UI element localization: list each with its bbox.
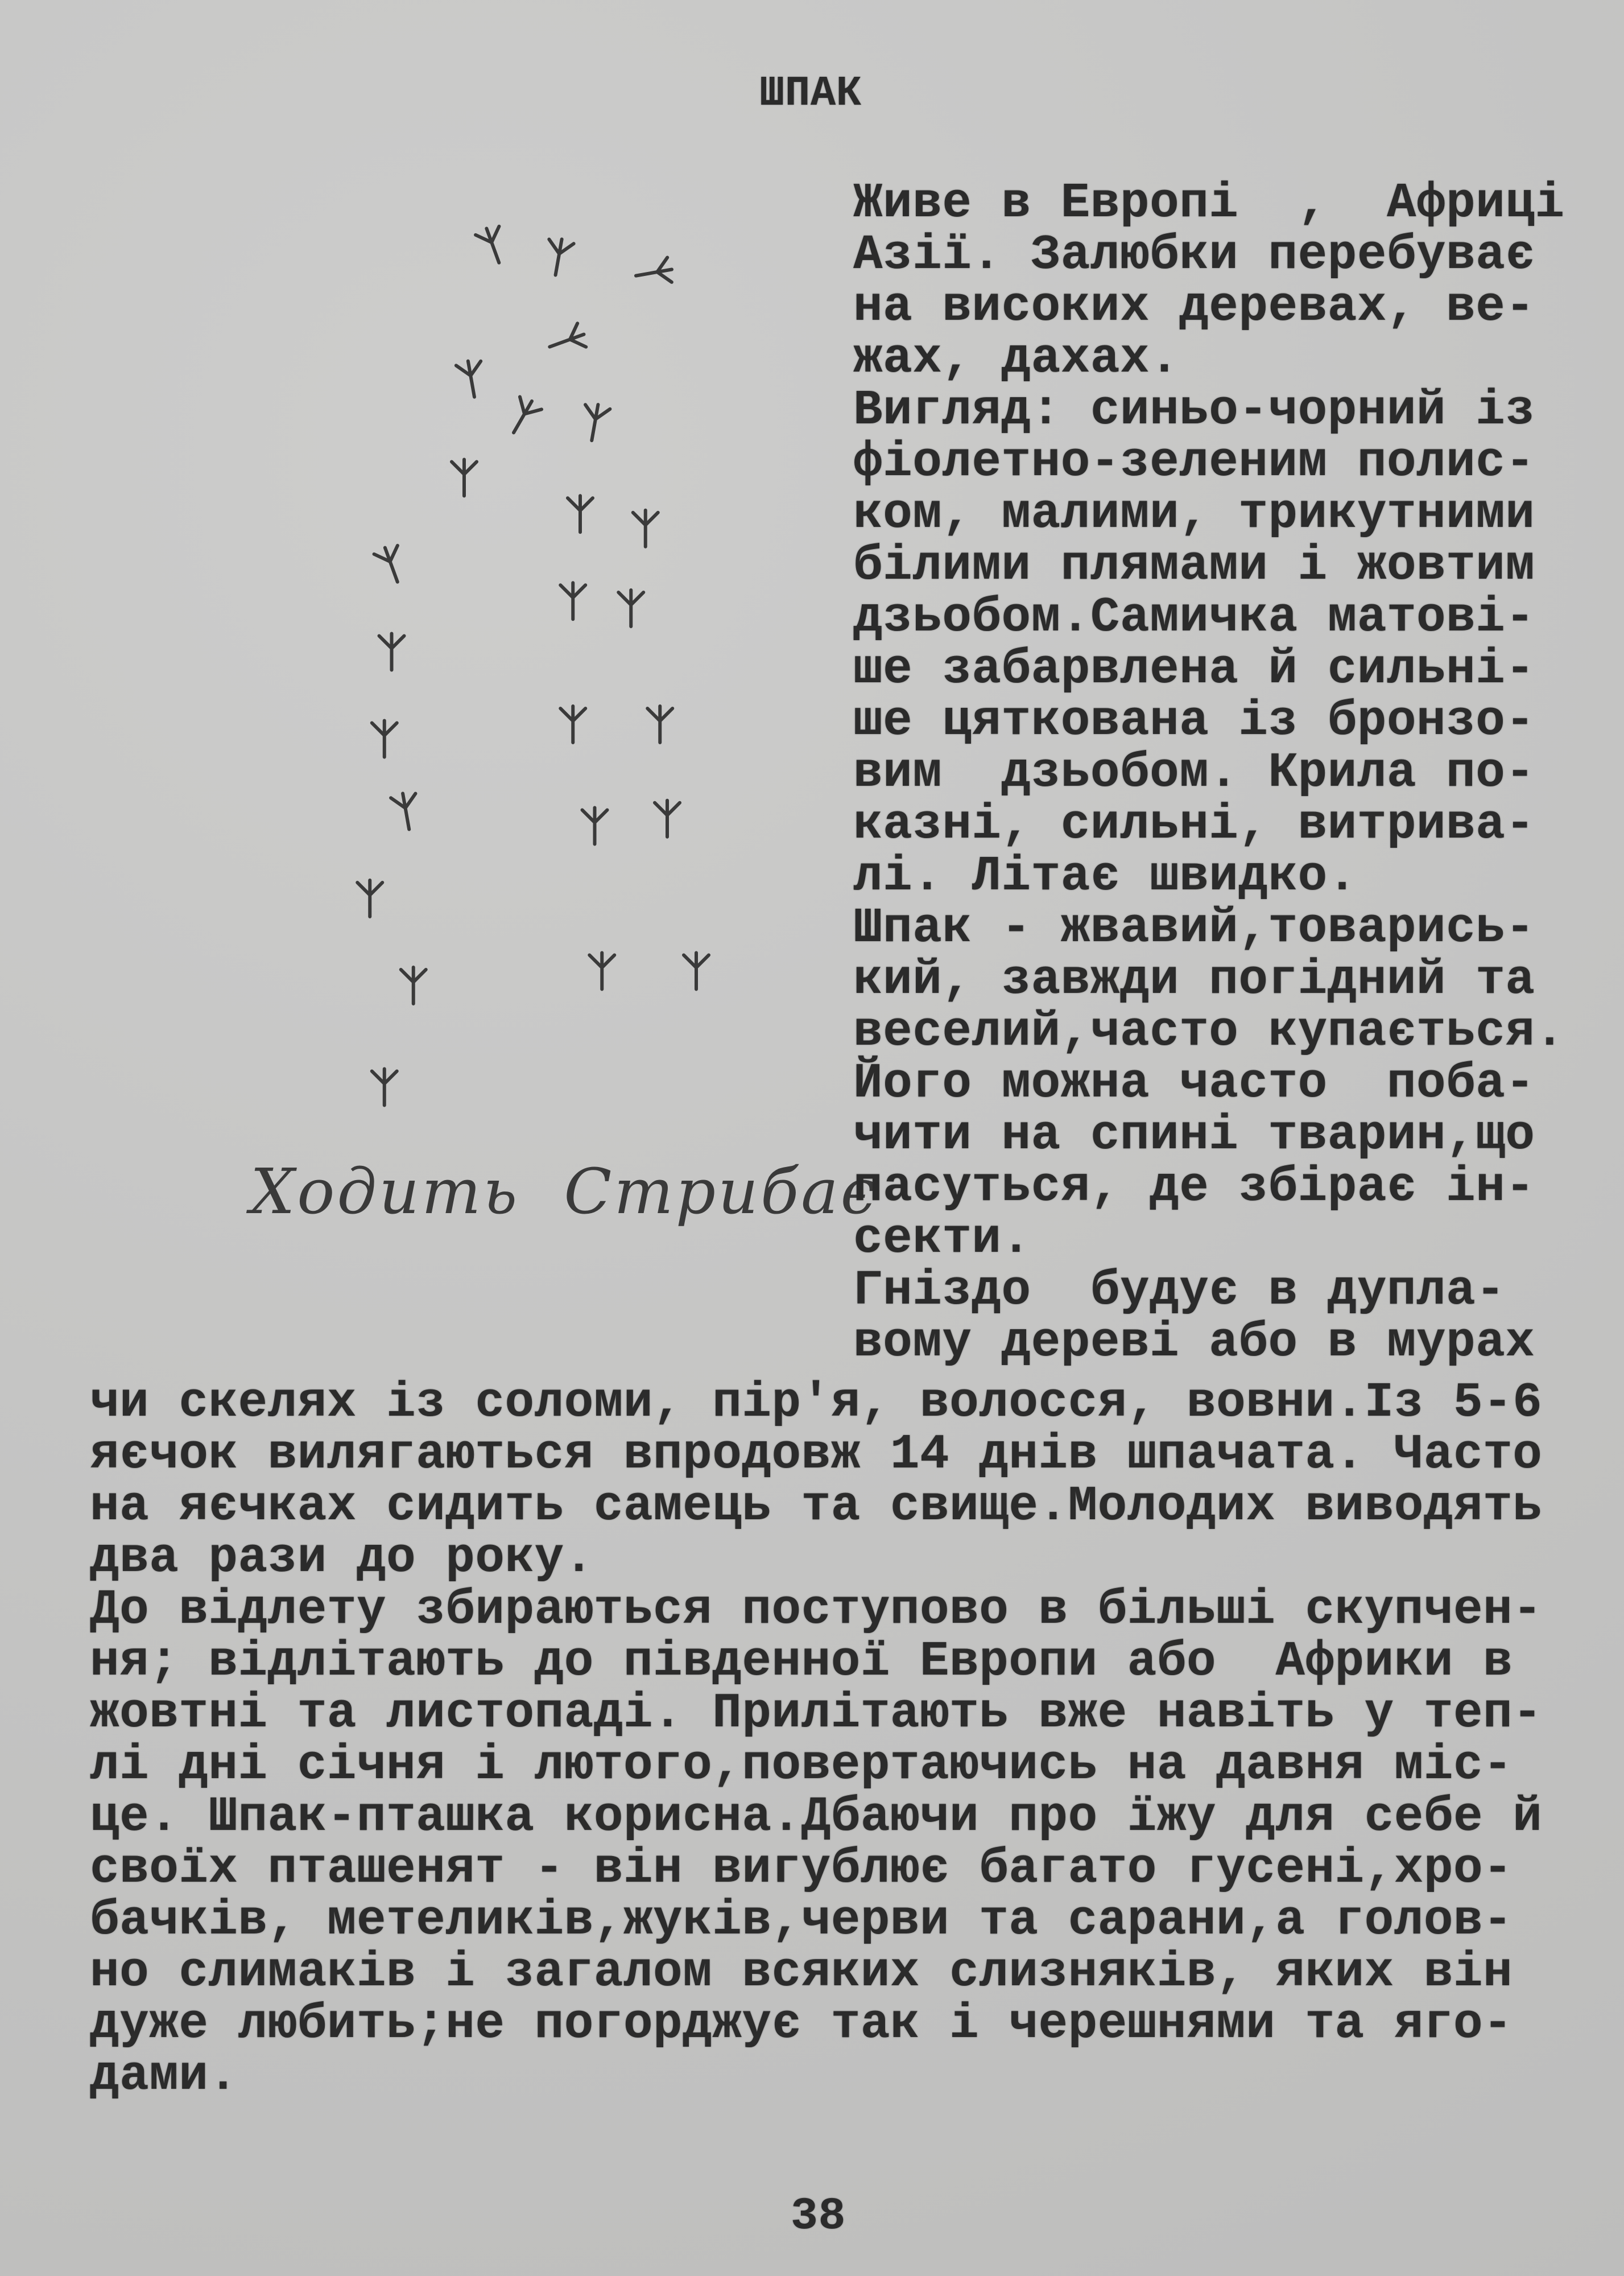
- text-line: це. Шпак-пташка корисна.Дбаючи про їжу для себе й: [90, 1789, 1543, 1845]
- text-line: секти.: [853, 1211, 1031, 1267]
- walking-footprint: [452, 460, 477, 496]
- text-line: лі дні січня і лютого,повертаючись на давня міс-: [90, 1737, 1513, 1793]
- walking-footprint: [379, 634, 404, 670]
- page-number: 38: [791, 2191, 846, 2242]
- hopping-footprint: [568, 496, 593, 532]
- text-line: кий, завжди погідний та: [853, 952, 1535, 1008]
- text-line: Азії. Залюбки перебуває: [853, 227, 1535, 283]
- hopping-footprint: [560, 706, 585, 743]
- text-line: фіолетно-зеленим полис-: [853, 434, 1535, 490]
- text-line: лі. Літає швидко.: [853, 848, 1357, 904]
- hopping-footprint: [560, 583, 585, 619]
- text-line: яєчок вилягаються впродовж 14 днів шпачата. Часто: [90, 1426, 1543, 1482]
- walking-footprint: [475, 224, 511, 267]
- text-line: жах, дахах.: [853, 331, 1180, 386]
- text-line: своїх пташенят - він вигублює багато гусені,хро-: [90, 1841, 1513, 1896]
- text-line: бачків, метеликів,жуків,черви та сарани,а голов-: [90, 1892, 1513, 1948]
- hopping-footprint: [684, 953, 709, 989]
- text-line: ком, малими, трикутними: [853, 486, 1535, 542]
- text-line: дуже любить;не погорджує так і черешнями та яго-: [90, 1996, 1513, 2052]
- text-line: жовтні та листопаді. Прилітають вже навіть у теп-: [90, 1685, 1543, 1741]
- text-line: казні, сильні, витрива-: [853, 797, 1535, 852]
- text-line: дзьобом.Самичка матові-: [853, 589, 1535, 645]
- walking-footprint: [390, 791, 421, 832]
- hopping-footprint: [618, 590, 643, 626]
- full-width-text: [90, 1377, 1542, 2102]
- text-line: білими плямами і жовтим: [853, 538, 1535, 593]
- text-line: Його можна часто поба-: [853, 1055, 1535, 1111]
- text-line: но слимаків і загалом всяких слизняків, яких він: [90, 1944, 1513, 2000]
- hopping-footprint: [589, 953, 614, 989]
- text-line: До відлету збираються поступово в більші скупчен-: [90, 1582, 1543, 1638]
- walking-footprint: [543, 237, 574, 278]
- walking-footprint: [373, 543, 409, 586]
- text-line: вим дзьобом. Крила по-: [853, 745, 1535, 801]
- text-line: Вигляд: синьо-чорний із: [853, 382, 1535, 438]
- walking-footprint: [546, 323, 588, 358]
- hopping-footprint: [633, 510, 658, 547]
- text-line: Живе в Европі , Африці: [853, 175, 1565, 231]
- walking-footprint: [357, 880, 382, 917]
- text-line: ня; відлітають до південної Европи або Африки в: [90, 1634, 1513, 1689]
- text-line: на високих деревах, ве-: [853, 279, 1535, 335]
- walking-footprint: [580, 402, 610, 443]
- text-line: пасуться, де збірає ін-: [853, 1159, 1535, 1215]
- text-line: Гніздо будує в дупла-: [853, 1263, 1506, 1318]
- sketch-caption: Ходить Стрибає: [250, 1155, 878, 1228]
- walking-footprint: [372, 1069, 397, 1106]
- text-line: дами.: [90, 2048, 238, 2104]
- text-line: Шпак - жвавий,товарись-: [853, 900, 1535, 956]
- hopping-footprint: [647, 706, 672, 743]
- hopping-footprint: [582, 808, 608, 844]
- text-line: на яєчках сидить самець та свище.Молодих виводять: [90, 1478, 1543, 1534]
- walking-footprint: [401, 967, 426, 1004]
- text-line: чи скелях із соломи, пір'я, волосся, вовни.Із 5-6: [90, 1375, 1543, 1430]
- text-line: ше забарвлена й сильні-: [853, 641, 1535, 697]
- walking-footprint: [372, 721, 397, 757]
- text-line: чити на спині тварин,що: [853, 1107, 1535, 1163]
- hopping-footprint: [655, 801, 680, 837]
- walking-footprint: [634, 257, 674, 288]
- text-line: веселий,часто купається.: [853, 1004, 1565, 1059]
- text-line: ше цяткована із бронзо-: [853, 693, 1535, 749]
- page-title: ШПАК: [759, 70, 862, 118]
- text-line: два рази до року.: [90, 1530, 594, 1586]
- right-column-text: [853, 175, 1565, 1370]
- walking-footprint: [456, 359, 486, 399]
- walking-footprint: [503, 395, 543, 439]
- text-line: вому дереві або в мурах: [853, 1314, 1535, 1370]
